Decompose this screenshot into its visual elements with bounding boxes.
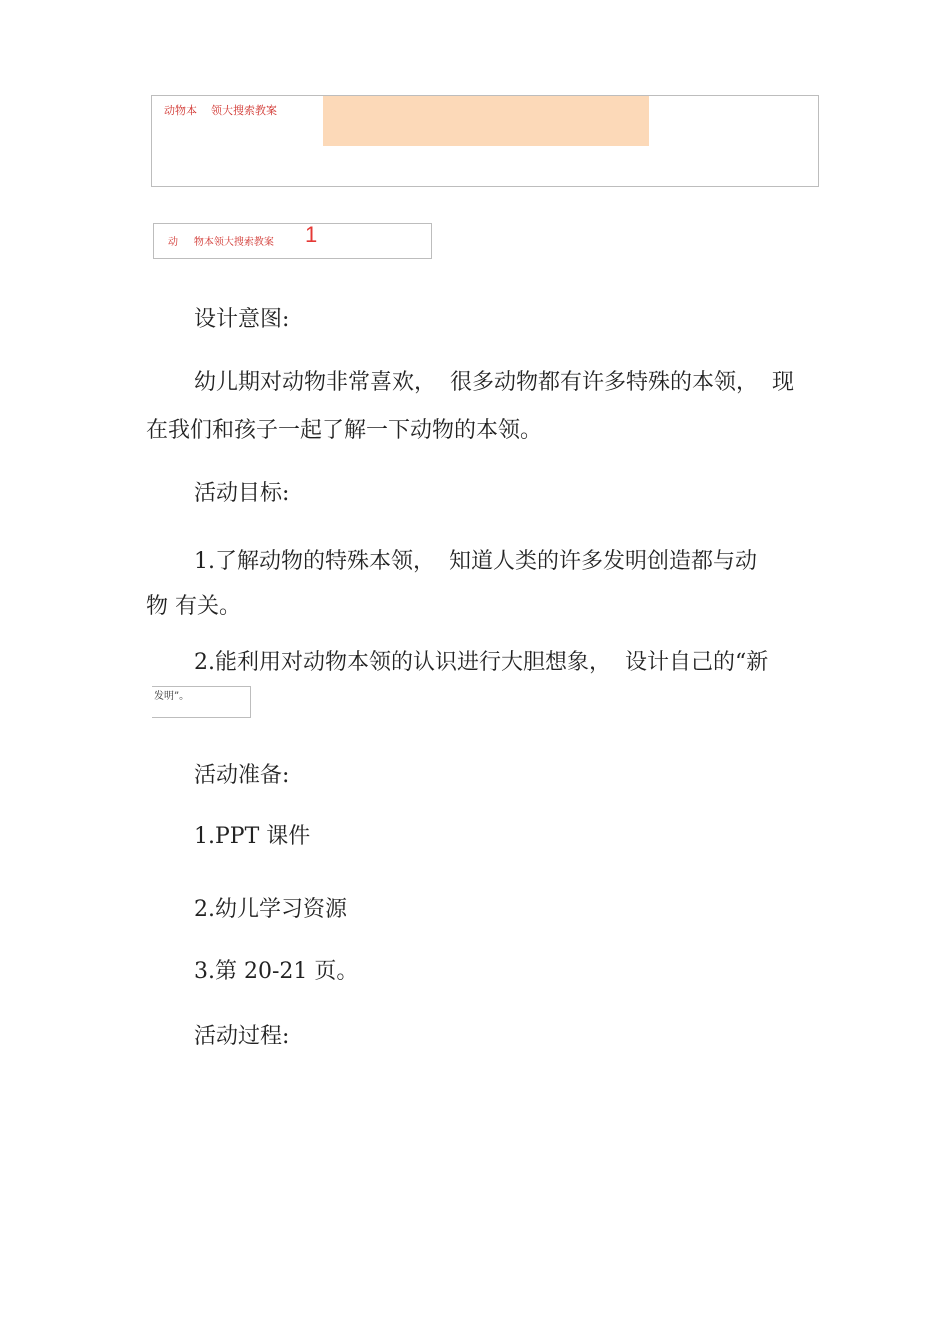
header-highlight-band (323, 96, 649, 146)
page-number: 1 (305, 222, 318, 247)
subheader-title: 动 物本领大搜索教案 (168, 237, 274, 248)
design-heading: 设计意图: (194, 307, 290, 332)
design-paragraph-line2: 在我们和孩子一起了解一下动物的本领。 (146, 418, 543, 443)
subheader-box (153, 223, 432, 259)
header-box (151, 95, 819, 187)
goal-2-line1: 2.能利用对动物本领的认识进行大胆想象， 设计自己的“新 (194, 650, 769, 675)
goal-1-line1: 1.了解动物的特殊本领， 知道人类的许多发明创造都与动 (194, 549, 757, 574)
goal-1-line2: 物 有关。 (146, 594, 241, 619)
prep-item-2: 2.幼儿学习资源 (194, 897, 347, 922)
design-paragraph-line1: 幼儿期对动物非常喜欢， 很多动物都有许多特殊的本领， 现 (194, 370, 794, 395)
header-title: 动物本 领大搜索教案 (164, 104, 277, 117)
prep-heading: 活动准备: (194, 763, 290, 788)
process-heading: 活动过程: (194, 1024, 290, 1049)
prep-item-3: 3.第 20-21 页。 (194, 959, 359, 984)
goal-2-continuation-box (152, 686, 251, 718)
goal-2-line2: 发明”。 (154, 691, 190, 702)
prep-item-1: 1.PPT 课件 (194, 824, 311, 849)
goals-heading: 活动目标: (194, 481, 290, 506)
